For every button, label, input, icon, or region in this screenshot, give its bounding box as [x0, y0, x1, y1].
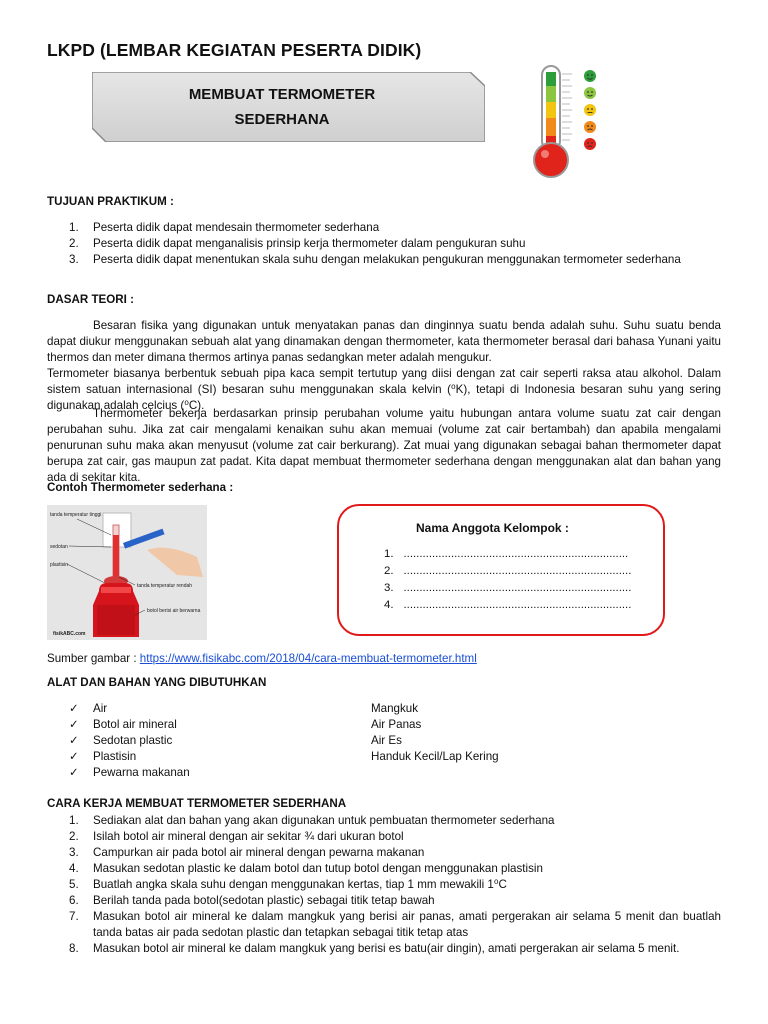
- list-text: Botol air mineral: [93, 718, 177, 731]
- document-title: LKPD (LEMBAR KEGIATAN PESERTA DIDIK): [47, 40, 422, 60]
- photo-label-plastisin: plastisin: [50, 562, 69, 568]
- list-text: Masukan botol air mineral ke dalam mangkuk yang berisi air panas, amati pergerakan air selama 5 menit dan buatlah tanda batas air pada sedotan plastic dan tetapkan sebagai titik tetap atas: [93, 910, 721, 939]
- list-number: 3.: [384, 582, 394, 594]
- name-field[interactable]: ........................................................................: [403, 599, 632, 611]
- list-item: [384, 546, 654, 563]
- list-text: Isilah botol air mineral dengan air sekitar ¾ dari ukuran botol: [93, 830, 404, 843]
- photo-credit: fisikABC.com: [53, 631, 86, 637]
- list-text: Peserta didik dapat menentukan skala suhu dengan melakukan pengukuran menggunakan termometer sederhana: [93, 253, 681, 266]
- alat-list-left: [47, 701, 347, 781]
- list-item: [384, 580, 654, 597]
- list-item: [47, 252, 721, 268]
- check-icon: ✓: [69, 702, 79, 715]
- list-item: [47, 893, 721, 909]
- cara-list: [47, 813, 721, 957]
- list-item: [47, 829, 721, 845]
- list-text: Peserta didik dapat mendesain thermometer sederhana: [93, 221, 380, 234]
- photo-label-tanda-tinggi: tanda temperatur tinggi: [50, 512, 102, 518]
- list-item: Mangkuk: [371, 702, 419, 715]
- list-item: Air Es: [371, 734, 402, 747]
- list-text: Masukan botol air mineral ke dalam mangkuk yang berisi es batu(air dingin), amati pergerakan air selama 5 menit.: [93, 942, 680, 955]
- tujuan-heading: TUJUAN PRAKTIKUM :: [47, 195, 174, 208]
- list-number: 2.: [69, 830, 79, 843]
- list-number: 1.: [69, 221, 79, 234]
- list-item: [47, 877, 721, 893]
- source-label: Sumber gambar :: [47, 652, 140, 665]
- banner-line-1: MEMBUAT TERMOMETER: [188, 86, 376, 103]
- list-text: Sediakan alat dan bahan yang akan digunakan untuk pembuatan thermometer sederhana: [93, 814, 555, 827]
- list-text: Campurkan air pada botol air mineral dengan pewarna makanan: [93, 846, 425, 859]
- smiley-face-icon: [584, 70, 596, 150]
- list-text: Berilah tanda pada botol(sedotan plastic) sebagai titik tetap bawah: [93, 894, 435, 907]
- thermometer-photo: [47, 505, 207, 640]
- list-item: [47, 701, 347, 717]
- banner-title: [92, 72, 472, 142]
- dasar-paragraph-1: Besaran fisika yang digunakan untuk menyatakan panas dan dinginnya suatu benda adalah suhu. Suhu suatu benda dapat diukur menggunakan sebuah alat yang dinamakan dengan thermometer, kata thermometer berasal dari bahasa Yunani yaitu thermos dan meter dimana thermos artinya panas sedangkan meter adalah mengukur.: [47, 319, 721, 364]
- list-item: [47, 845, 721, 861]
- list-text: Air: [93, 702, 108, 715]
- list-item: Air Panas: [371, 718, 422, 731]
- dasar-paragraph-2: Termometer biasanya berbentuk sebuah pipa kaca sempit tertutup yang diisi dengan zat cair seperti raksa atau alkohol. Dalam sistem satuan internasional (SI) besaran suhu menggunakan skala kelvin (⁰K), tetapi di Indonesia besaran suhu yang sering digunakan adalah celcius (⁰C).: [47, 367, 721, 412]
- check-icon: ✓: [69, 766, 79, 779]
- list-item: [384, 597, 654, 614]
- list-number: 2.: [69, 237, 79, 250]
- dasar-paragraph-3: Thermometer bekerja berdasarkan prinsip perubahan volume yaitu hubungan antara volume suatu zat cair dengan perubahan suhu. Jika zat cair mengalami kenaikan suhu akan memuai (volume zat cair bertambah) dan apabila mengalami penurunan suhu maka akan menyusut (volume zat cair berkurang). Zat muai yang digunakan sebagai bahan thermometer dapat berupa zat cair, gas maupun zat padat. Kita dapat membuat thermometer sederhana dengan menggunakan alat dan bahan yang ada di sekitar kita.: [47, 407, 721, 484]
- alat-list-right: [371, 701, 671, 765]
- list-item: [47, 220, 721, 236]
- list-number: 4.: [69, 862, 79, 875]
- name-field[interactable]: .......................................................................: [403, 548, 629, 560]
- list-item: [47, 941, 721, 957]
- photo-label-tanda-rendah: tanda temperatur rendah: [137, 583, 193, 589]
- list-item: [47, 861, 721, 877]
- group-members-list: [384, 546, 654, 614]
- list-text: Buatlah angka skala suhu dengan menggunakan kertas, tiap 1 mm mewakili 1⁰C: [93, 878, 507, 891]
- cara-heading: CARA KERJA MEMBUAT TERMOMETER SEDERHANA: [47, 797, 347, 810]
- list-item: [47, 765, 347, 781]
- list-number: 3.: [69, 846, 79, 859]
- check-icon: ✓: [69, 718, 79, 731]
- banner-line-2: SEDERHANA: [234, 111, 330, 128]
- name-field[interactable]: ........................................................................: [403, 565, 632, 577]
- list-number: 2.: [384, 565, 394, 577]
- list-text: Pewarna makanan: [93, 766, 190, 779]
- list-item: [47, 236, 721, 252]
- list-number: 8.: [69, 942, 79, 955]
- check-icon: ✓: [69, 750, 79, 763]
- group-members-heading: Nama Anggota Kelompok :: [416, 521, 569, 535]
- list-item: Handuk Kecil/Lap Kering: [371, 750, 499, 763]
- list-text: Sedotan plastic: [93, 734, 173, 747]
- list-item: [47, 909, 721, 941]
- photo-label-sedotan: sedotan: [50, 544, 68, 550]
- list-number: 1.: [384, 548, 394, 560]
- source-line: [47, 651, 477, 667]
- list-item: [47, 813, 721, 829]
- list-item: [47, 749, 347, 765]
- list-number: 1.: [69, 814, 79, 827]
- thermometer-icon: [526, 64, 616, 182]
- list-item: [47, 733, 347, 749]
- list-text: Masukan sedotan plastic ke dalam botol dan tutup botol dengan menggunakan plastisin: [93, 862, 543, 875]
- tujuan-list: [47, 220, 721, 268]
- name-field[interactable]: ........................................................................: [403, 582, 632, 594]
- list-number: 3.: [69, 253, 79, 266]
- dasar-heading: DASAR TEORI :: [47, 293, 134, 306]
- photo-label-botol: botol berisi air berwarna: [147, 608, 201, 614]
- list-number: 5.: [69, 878, 79, 891]
- contoh-heading: Contoh Thermometer sederhana :: [47, 481, 234, 494]
- alat-heading: ALAT DAN BAHAN YANG DIBUTUHKAN: [47, 676, 267, 689]
- source-link[interactable]: https://www.fisikabc.com/2018/04/cara-membuat-termometer.html: [139, 652, 477, 665]
- list-number: 7.: [69, 910, 79, 923]
- list-item: [47, 717, 347, 733]
- list-number: 6.: [69, 894, 79, 907]
- check-icon: ✓: [69, 734, 79, 747]
- list-number: 4.: [384, 599, 394, 611]
- list-text: Plastisin: [93, 750, 137, 763]
- list-text: Peserta didik dapat menganalisis prinsip kerja thermometer dalam pengukuran suhu: [93, 237, 526, 250]
- list-item: [384, 563, 654, 580]
